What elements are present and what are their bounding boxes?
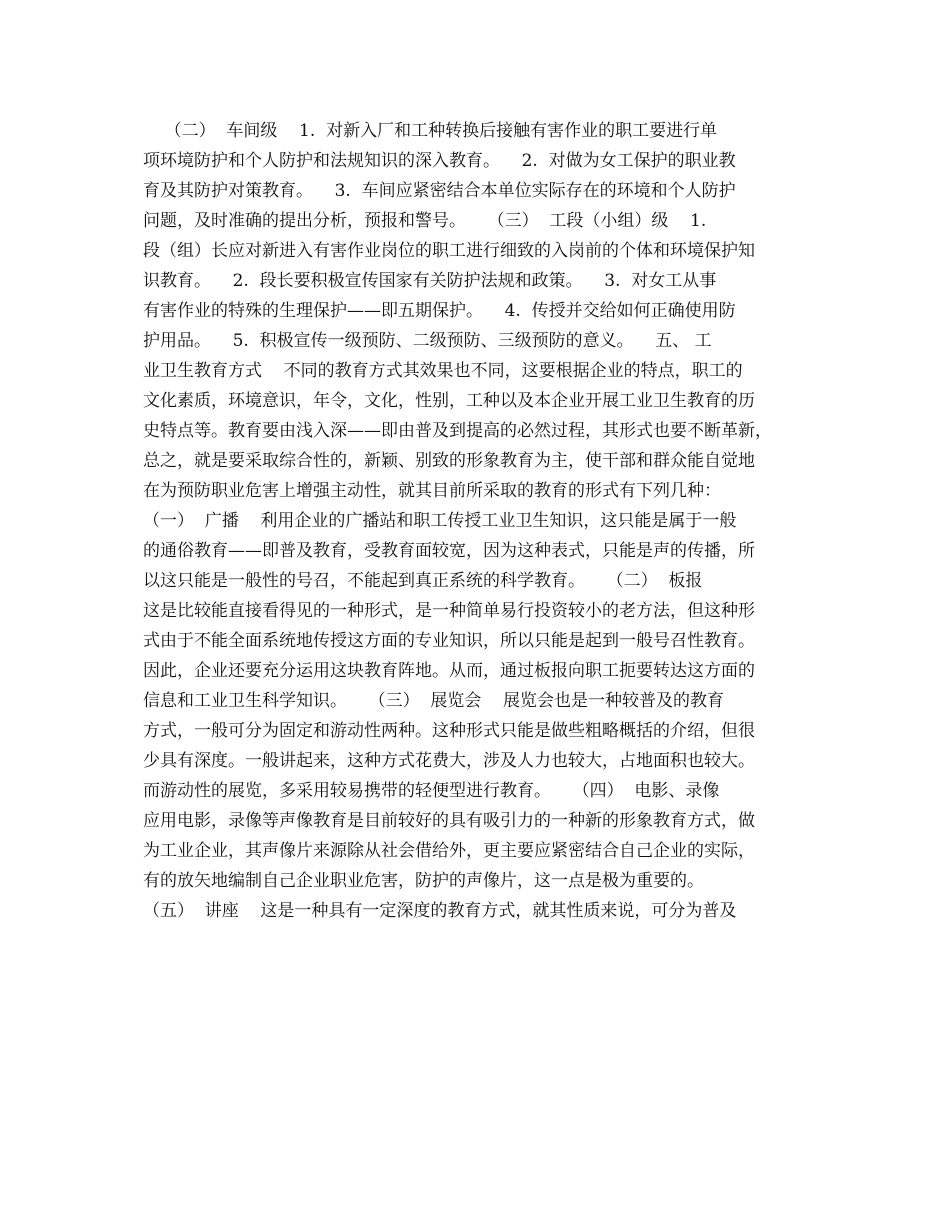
text-line: （一） 广播 利用企业的广播站和职工传授工业卫生知识，这只能是属于一般 (143, 511, 737, 531)
text-line: 而游动性的展览，多采用较易携带的轻便型进行教育。 （四） 电影、录像 (143, 781, 720, 801)
text-line: 应用电影，录像等声像教育是目前较好的具有吸引力的一种新的形象教育方式，做 (143, 811, 755, 831)
text-line: 为工业企业，其声像片来源除从社会借给外，更主要应紧密结合自己企业的实际， (143, 841, 755, 861)
text-line: 这是比较能直接看得见的一种形式，是一种简单易行投资较小的老方法，但这种形 (143, 601, 755, 621)
text-line: 育及其防护对策教育。 3. 车间应紧密结合本单位实际存在的环境和个人防护 (143, 181, 736, 201)
text-line: 以这只能是一般性的号召，不能起到真正系统的科学教育。 （二） 板报 (143, 571, 703, 591)
text-line: （二） 车间级 1. 对新入厂和工种转换后接触有害作业的职工要进行单 (143, 121, 718, 141)
text-line: 在为预防职业危害上增强主动性，就其目前所采取的教育的形式有下列几种： (143, 481, 721, 501)
body-text (143, 116, 823, 926)
text-line: 识教育。 2. 段长要积极宣传国家有关防护法规和政策。 3. 对女工从事 (143, 271, 717, 291)
text-line: 段（组）长应对新进入有害作业岗位的职工进行细致的入岗前的个体和环境保护知 (143, 241, 755, 261)
text-line: 有害作业的特殊的生理保护——即五期保护。 4. 传授并交给如何正确使用防 (143, 301, 736, 321)
text-line: 的通俗教育——即普及教育，受教育面较宽，因为这种表式，只能是声的传播，所 (143, 541, 755, 561)
text-line: 少具有深度。一般讲起来，这种方式花费大，涉及人力也较大，占地面积也较大。 (143, 751, 755, 771)
text-line: 业卫生教育方式 不同的教育方式其效果也不同，这要根据企业的特点，职工的 (143, 361, 743, 381)
text-line: 护用品。 5. 积极宣传一级预防、二级预防、三级预防的意义。 五、 工 (143, 331, 712, 351)
text-line: 式由于不能全面系统地传授这方面的专业知识，所以只能是起到一般号召性教育。 (143, 631, 755, 651)
text-line: 因此，企业还要充分运用这块教育阵地。从而，通过板报向职工扼要转达这方面的 (143, 661, 755, 681)
text-line: 史特点等。教育要由浅入深——即由普及到提高的必然过程，其形式也要不断革新， (143, 421, 772, 441)
text-line: 问题，及时准确的提出分析，预报和警号。 （三） 工段（小组）级 1. (143, 211, 707, 231)
text-line: 项环境防护和个人防护和法规知识的深入教育。 2. 对做为女工保护的职业教 (143, 151, 736, 171)
text-line: 信息和工业卫生科学知识。 （三） 展览会 展览会也是一种较普及的教育 (143, 691, 725, 711)
text-line: 总之，就是要采取综合性的，新颖、别致的形象教育为主，使干部和群众能自觉地 (143, 451, 755, 471)
text-line: （五） 讲座 这是一种具有一定深度的教育方式，就其性质来说，可分为普及 (143, 901, 737, 921)
text-line: 方式，一般可分为固定和游动性两种。这种形式只能是做些粗略概括的介绍，但很 (143, 721, 755, 741)
text-line: 文化素质，环境意识，年令，文化，性别，工种以及本企业开展工业卫生教育的历 (143, 391, 755, 411)
text-line: 有的放矢地编制自己企业职业危害，防护的声像片，这一点是极为重要的。 (143, 871, 704, 891)
